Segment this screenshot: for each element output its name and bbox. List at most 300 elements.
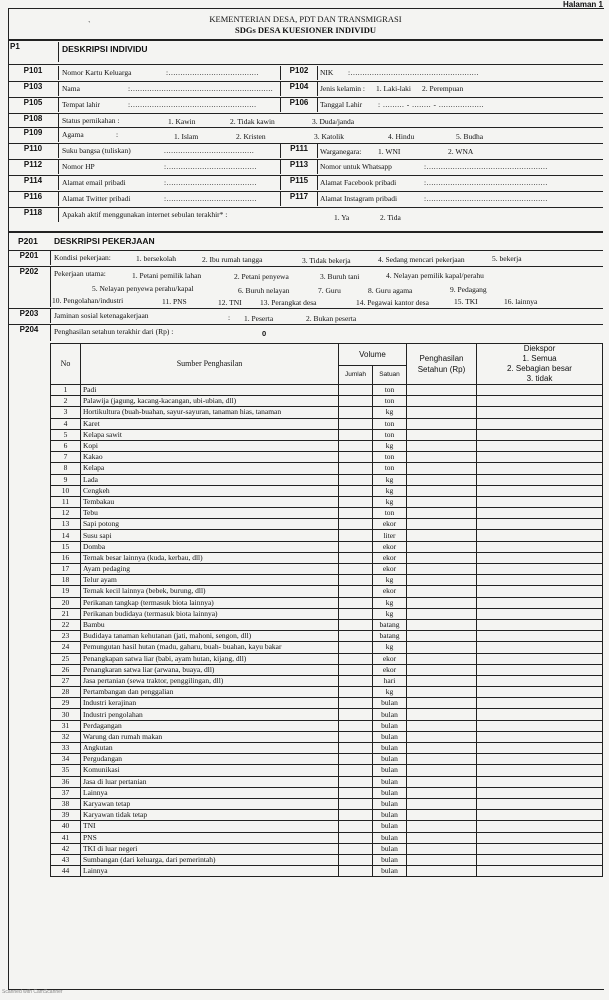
ethnicity-field[interactable]: ...................................... — [164, 146, 255, 155]
row-unit: ton — [373, 418, 407, 429]
row-export-cell[interactable] — [477, 787, 603, 798]
row-number: 23 — [51, 631, 81, 642]
citizenship-option-wna[interactable]: 2. WNA — [448, 147, 474, 156]
work-condition-1[interactable]: 1. bersekolah — [136, 254, 176, 263]
row-export-cell[interactable] — [477, 664, 603, 675]
row-unit: ton — [373, 429, 407, 440]
table-row — [51, 429, 603, 440]
row-number: 27 — [51, 675, 81, 686]
row-unit: kg — [373, 575, 407, 586]
row-income-cell[interactable] — [407, 418, 477, 429]
row-unit: ekor — [373, 552, 407, 563]
row-jumlah-cell[interactable] — [339, 485, 373, 496]
row-income-cell[interactable] — [407, 765, 477, 776]
row-source: Industri kerajinan — [81, 698, 339, 709]
table-row — [51, 541, 603, 552]
row-source: Komunikasi — [81, 765, 339, 776]
row-income-cell[interactable] — [407, 552, 477, 563]
row-income-cell[interactable] — [407, 810, 477, 821]
job-option-15[interactable]: 15. TKI — [454, 297, 478, 306]
row-jumlah-cell[interactable] — [339, 429, 373, 440]
phone-field[interactable]: :...................................... — [164, 162, 257, 171]
row-income-cell[interactable] — [407, 541, 477, 552]
row-income-cell[interactable] — [407, 485, 477, 496]
col-volume: Volume — [339, 344, 407, 366]
birthplace-field[interactable]: :..................................................... — [128, 100, 257, 109]
row-unit: ekor — [373, 653, 407, 664]
table-row — [51, 597, 603, 608]
row-jumlah-cell[interactable] — [339, 776, 373, 787]
row-income-cell[interactable] — [407, 664, 477, 675]
row-jumlah-cell[interactable] — [339, 597, 373, 608]
row-number: 17 — [51, 564, 81, 575]
row-source: TNI — [81, 821, 339, 832]
row-unit: liter — [373, 530, 407, 541]
row-income-cell[interactable] — [407, 597, 477, 608]
row-export-cell[interactable] — [477, 854, 603, 865]
row-income-cell[interactable] — [407, 832, 477, 843]
row-unit: bulan — [373, 821, 407, 832]
row-export-cell[interactable] — [477, 832, 603, 843]
row-export-cell[interactable] — [477, 698, 603, 709]
row-export-cell[interactable] — [477, 798, 603, 809]
row-export-cell[interactable] — [477, 485, 603, 496]
row-p201: P201 Kondisi pekerjaan: 1. bersekolah 2. Ibu rumah tangga 3. Tidak bekerja 4. Sedang mencari pekerjaan 5. bekerja — [8, 251, 603, 265]
row-jumlah-cell[interactable] — [339, 754, 373, 765]
row-p110: P110 Suku bangsa (tuliskan) ...................................... P111 Warganegara: 1. WNI 2. WNA — [8, 144, 603, 158]
row-export-cell[interactable] — [477, 564, 603, 575]
job-option-11[interactable]: 11. PNS — [162, 297, 187, 306]
row-export-cell[interactable] — [477, 608, 603, 619]
row-income-cell[interactable] — [407, 508, 477, 519]
row-export-cell[interactable] — [477, 474, 603, 485]
row-jumlah-cell[interactable] — [339, 765, 373, 776]
row-income-cell[interactable] — [407, 675, 477, 686]
table-row — [51, 452, 603, 463]
row-unit: ekor — [373, 519, 407, 530]
row-jumlah-cell[interactable] — [339, 541, 373, 552]
row-jumlah-cell[interactable] — [339, 787, 373, 798]
row-jumlah-cell[interactable] — [339, 821, 373, 832]
row-export-cell[interactable] — [477, 440, 603, 451]
row-source: Telur ayam — [81, 575, 339, 586]
row-income-cell[interactable] — [407, 631, 477, 642]
table-row — [51, 675, 603, 686]
table-row — [51, 664, 603, 675]
row-income-cell[interactable] — [407, 720, 477, 731]
row-jumlah-cell[interactable] — [339, 407, 373, 418]
row-unit: bulan — [373, 754, 407, 765]
row-number: 32 — [51, 731, 81, 742]
row-export-cell[interactable] — [477, 396, 603, 407]
row-income-cell[interactable] — [407, 854, 477, 865]
row-jumlah-cell[interactable] — [339, 854, 373, 865]
row-income-cell[interactable] — [407, 463, 477, 474]
row-jumlah-cell[interactable] — [339, 508, 373, 519]
row-source: Kelapa — [81, 463, 339, 474]
work-condition-3[interactable]: 3. Tidak bekerja — [302, 256, 351, 265]
row-income-cell[interactable] — [407, 530, 477, 541]
row-unit: batang — [373, 619, 407, 630]
row-unit: kg — [373, 485, 407, 496]
row-source: Kopi — [81, 440, 339, 451]
religion-option-4[interactable]: 4. Hindu — [388, 132, 415, 141]
row-income-cell[interactable] — [407, 407, 477, 418]
row-number: 24 — [51, 642, 81, 653]
row-number: 28 — [51, 687, 81, 698]
row-jumlah-cell[interactable] — [339, 810, 373, 821]
row-unit: bulan — [373, 832, 407, 843]
row-income-cell[interactable] — [407, 642, 477, 653]
row-income-cell[interactable] — [407, 698, 477, 709]
internet-option-no[interactable]: 2. Tida — [380, 213, 401, 222]
row-income-cell[interactable] — [407, 608, 477, 619]
job-option-7[interactable]: 7. Guru — [318, 286, 341, 295]
row-income-cell[interactable] — [407, 653, 477, 664]
row-jumlah-cell[interactable] — [339, 474, 373, 485]
income-value[interactable]: 0 — [262, 329, 267, 338]
row-income-cell[interactable] — [407, 776, 477, 787]
birthdate-field[interactable]: : ......... - ........ - ................... — [378, 100, 484, 109]
job-option-5[interactable]: 5. Nelayan penyewa perahu/kapal — [92, 284, 194, 293]
job-option-1[interactable]: 1. Petani pemilik lahan — [132, 271, 202, 280]
row-jumlah-cell[interactable] — [339, 396, 373, 407]
row-income-cell[interactable] — [407, 519, 477, 530]
marital-option-2[interactable]: 2. Tidak kawin — [230, 117, 275, 126]
row-unit: ekor — [373, 564, 407, 575]
row-income-cell[interactable] — [407, 452, 477, 463]
row-jumlah-cell[interactable] — [339, 496, 373, 507]
row-export-cell[interactable] — [477, 452, 603, 463]
row-source: Hortikultura (buah-buahan, sayur-sayuran, tanaman hias, tanaman — [81, 407, 339, 418]
religion-option-2[interactable]: 2. Kristen — [236, 132, 266, 141]
row-unit: kg — [373, 687, 407, 698]
table-row — [51, 586, 603, 597]
table-row — [51, 642, 603, 653]
row-jumlah-cell[interactable] — [339, 631, 373, 642]
row-income-cell[interactable] — [407, 731, 477, 742]
row-source: Kelapa sawit — [81, 429, 339, 440]
row-jumlah-cell[interactable] — [339, 832, 373, 843]
row-jumlah-cell[interactable] — [339, 608, 373, 619]
row-source: Bambu — [81, 619, 339, 630]
table-row — [51, 418, 603, 429]
row-p118: P118 Apakah aktif menggunakan internet sebulan terakhir* : 1. Ya 2. Tida — [8, 208, 603, 222]
row-export-cell[interactable] — [477, 866, 603, 877]
row-number: 13 — [51, 519, 81, 530]
job-option-16[interactable]: 16. lainnya — [504, 297, 538, 306]
col-diekspor: Diekspor — [523, 344, 556, 353]
row-export-cell[interactable] — [477, 709, 603, 720]
row-unit: bulan — [373, 776, 407, 787]
job-option-13[interactable]: 13. Perangkat desa — [260, 298, 317, 307]
row-income-cell[interactable] — [407, 787, 477, 798]
row-income-cell[interactable] — [407, 496, 477, 507]
row-unit: batang — [373, 631, 407, 642]
facebook-field[interactable]: :................................................... — [424, 178, 548, 187]
row-export-cell[interactable] — [477, 508, 603, 519]
row-export-cell[interactable] — [477, 810, 603, 821]
row-source: Lada — [81, 474, 339, 485]
row-export-cell[interactable] — [477, 631, 603, 642]
row-income-cell[interactable] — [407, 396, 477, 407]
row-source: Karyawan tetap — [81, 798, 339, 809]
job-option-9[interactable]: 9. Pedagang — [450, 285, 487, 294]
marital-option-3[interactable]: 3. Duda/janda — [312, 117, 355, 126]
work-condition-4[interactable]: 4. Sedang mencari pekerjaan — [378, 255, 465, 264]
row-export-cell[interactable] — [477, 720, 603, 731]
row-unit: ton — [373, 452, 407, 463]
row-income-cell[interactable] — [407, 586, 477, 597]
row-jumlah-cell[interactable] — [339, 653, 373, 664]
row-source: Penangkaran satwa liar (arwana, buaya, dll) — [81, 664, 339, 675]
instagram-field[interactable]: :................................................... — [424, 194, 548, 203]
row-number: 14 — [51, 530, 81, 541]
job-option-8[interactable]: 8. Guru agama — [368, 286, 413, 295]
row-export-cell[interactable] — [477, 754, 603, 765]
row-income-cell[interactable] — [407, 687, 477, 698]
row-number: 41 — [51, 832, 81, 843]
row-p109: P109 Agama : 1. Islam 2. Kristen 3. Katolik 4. Hindu 5. Budha — [8, 128, 603, 142]
col-jumlah: Jumlah — [339, 366, 373, 385]
row-export-cell[interactable] — [477, 519, 603, 530]
row-income-cell[interactable] — [407, 564, 477, 575]
kk-number-field[interactable]: :...................................... — [166, 68, 259, 77]
table-row — [51, 474, 603, 485]
row-source: Budidaya tanaman kehutanan (jati, mahoni, sengon, dll) — [81, 631, 339, 642]
row-jumlah-cell[interactable] — [339, 463, 373, 474]
row-income-cell[interactable] — [407, 754, 477, 765]
row-unit: kg — [373, 440, 407, 451]
internet-option-yes[interactable]: 1. Ya — [334, 213, 350, 222]
religion-option-1[interactable]: 1. Islam — [174, 132, 199, 141]
row-unit: ton — [373, 385, 407, 396]
row-export-cell[interactable] — [477, 821, 603, 832]
row-number: 44 — [51, 866, 81, 877]
row-unit: hari — [373, 675, 407, 686]
row-export-cell[interactable] — [477, 552, 603, 563]
row-unit: bulan — [373, 866, 407, 877]
row-export-cell[interactable] — [477, 407, 603, 418]
row-income-cell[interactable] — [407, 866, 477, 877]
gender-option-female[interactable]: 2. Perempuan — [422, 84, 464, 93]
row-p202: P202 Pekerjaan utama: 1. Petani pemilik lahan 2. Petani penyewa 3. Buruh tani 4. Nelayan pemilik kapal/perahu 5. Nelayan penyewa perahu/kapal 6. Buruh nelayan 7. Guru 8. Guru agama 9. Pedagang 10. Pengolahan/industri 11. PNS 12. TNI 13. Perangkat desa 14. Pegawai kantor desa 15. TKI 16. lainnya — [8, 267, 603, 307]
row-jumlah-cell[interactable] — [339, 575, 373, 586]
row-income-cell[interactable] — [407, 575, 477, 586]
col-no: No — [51, 344, 81, 385]
col-sumber: Sumber Penghasilan — [81, 344, 339, 385]
work-condition-2[interactable]: 2. Ibu rumah tangga — [202, 255, 263, 264]
table-row — [51, 754, 603, 765]
row-jumlah-cell[interactable] — [339, 586, 373, 597]
row-export-cell[interactable] — [477, 541, 603, 552]
name-field[interactable]: :............................................................ — [128, 84, 274, 93]
row-unit: bulan — [373, 698, 407, 709]
row-p112: P112 Nomor HP :...................................... P113 Nomor untuk Whatsapp :................................................... — [8, 160, 603, 174]
row-number: 22 — [51, 619, 81, 630]
twitter-field[interactable]: :...................................... — [164, 194, 257, 203]
row-jumlah-cell[interactable] — [339, 642, 373, 653]
row-jumlah-cell[interactable] — [339, 664, 373, 675]
row-source: Karet — [81, 418, 339, 429]
row-p101: P101 Nomor Kartu Keluarga :...................................... P102 NIK :...................................................... — [8, 66, 603, 80]
row-income-cell[interactable] — [407, 821, 477, 832]
table-row — [51, 608, 603, 619]
row-unit: bulan — [373, 709, 407, 720]
row-export-cell[interactable] — [477, 675, 603, 686]
row-export-cell[interactable] — [477, 765, 603, 776]
table-row — [51, 843, 603, 854]
row-unit: ekor — [373, 586, 407, 597]
row-export-cell[interactable] — [477, 597, 603, 608]
row-number: 20 — [51, 597, 81, 608]
row-source: Perikanan budidaya (termasuk biota lainnya) — [81, 608, 339, 619]
row-income-cell[interactable] — [407, 743, 477, 754]
row-source: Cengkeh — [81, 485, 339, 496]
row-unit: ekor — [373, 541, 407, 552]
table-row — [51, 787, 603, 798]
table-row — [51, 440, 603, 451]
table-row — [51, 776, 603, 787]
table-row — [51, 832, 603, 843]
job-option-3[interactable]: 3. Buruh tani — [320, 272, 360, 281]
row-source: Padi — [81, 385, 339, 396]
row-export-cell[interactable] — [477, 429, 603, 440]
row-source: Ternak besar lainnya (kuda, kerbau, dll) — [81, 552, 339, 563]
row-unit: bulan — [373, 743, 407, 754]
row-export-cell[interactable] — [477, 463, 603, 474]
row-jumlah-cell[interactable] — [339, 743, 373, 754]
religion-option-3[interactable]: 3. Katolik — [314, 132, 344, 141]
row-export-cell[interactable] — [477, 687, 603, 698]
row-income-cell[interactable] — [407, 843, 477, 854]
row-source: Jasa pertanian (sewa traktor, penggilingan, dll) — [81, 675, 339, 686]
row-export-cell[interactable] — [477, 385, 603, 396]
row-jumlah-cell[interactable] — [339, 452, 373, 463]
row-source: Pemungutan hasil hutan (madu, gaharu, buah- buahan, kayu bakar — [81, 642, 339, 653]
row-export-cell[interactable] — [477, 653, 603, 664]
row-income-cell[interactable] — [407, 474, 477, 485]
row-export-cell[interactable] — [477, 843, 603, 854]
row-source: Karyawan tidak tetap — [81, 810, 339, 821]
row-export-cell[interactable] — [477, 530, 603, 541]
row-export-cell[interactable] — [477, 619, 603, 630]
religion-option-5[interactable]: 5. Budha — [456, 132, 484, 141]
row-export-cell[interactable] — [477, 418, 603, 429]
job-option-10[interactable]: 10. Pengolahan/industri — [52, 296, 124, 305]
social-security-option-1[interactable]: 1. Peserta — [244, 314, 274, 323]
row-export-cell[interactable] — [477, 496, 603, 507]
row-income-cell[interactable] — [407, 619, 477, 630]
row-income-cell[interactable] — [407, 709, 477, 720]
table-row — [51, 552, 603, 563]
row-jumlah-cell[interactable] — [339, 687, 373, 698]
row-jumlah-cell[interactable] — [339, 385, 373, 396]
work-condition-5[interactable]: 5. bekerja — [492, 254, 522, 263]
row-source: Perikanan tangkap (termasuk biota lainnya) — [81, 597, 339, 608]
row-jumlah-cell[interactable] — [339, 530, 373, 541]
row-jumlah-cell[interactable] — [339, 698, 373, 709]
row-jumlah-cell[interactable] — [339, 866, 373, 877]
row-jumlah-cell[interactable] — [339, 552, 373, 563]
table-row — [51, 463, 603, 474]
table-row — [51, 698, 603, 709]
row-income-cell[interactable] — [407, 440, 477, 451]
row-source: Kakao — [81, 452, 339, 463]
row-unit: bulan — [373, 843, 407, 854]
row-jumlah-cell[interactable] — [339, 709, 373, 720]
table-row — [51, 720, 603, 731]
row-jumlah-cell[interactable] — [339, 675, 373, 686]
marital-option-1[interactable]: 1. Kawin — [168, 117, 196, 126]
row-number: 42 — [51, 843, 81, 854]
row-jumlah-cell[interactable] — [339, 720, 373, 731]
row-jumlah-cell[interactable] — [339, 519, 373, 530]
job-option-14[interactable]: 14. Pegawai kantor desa — [356, 298, 429, 307]
row-number: 3 — [51, 407, 81, 418]
table-row — [51, 709, 603, 720]
citizenship-option-wni[interactable]: 1. WNI — [378, 147, 401, 156]
row-jumlah-cell[interactable] — [339, 564, 373, 575]
row-jumlah-cell[interactable] — [339, 440, 373, 451]
row-number: 26 — [51, 664, 81, 675]
job-option-4[interactable]: 4. Nelayan pemilik kapal/perahu — [386, 271, 484, 280]
row-jumlah-cell[interactable] — [339, 798, 373, 809]
row-p108: P108 Status pernikahan : 1. Kawin 2. Tidak kawin 3. Duda/janda — [8, 114, 603, 127]
job-option-6[interactable]: 6. Buruh nelayan — [238, 286, 290, 295]
whatsapp-field[interactable]: :................................................... — [424, 162, 548, 171]
job-option-2[interactable]: 2. Petani penyewa — [234, 272, 289, 281]
col-satuan: Satuan — [373, 366, 407, 385]
row-jumlah-cell[interactable] — [339, 619, 373, 630]
row-number: 29 — [51, 698, 81, 709]
social-security-option-2[interactable]: 2. Bukan peserta — [306, 314, 357, 323]
col-penghasilan: Penghasilan Setahun (Rp) — [407, 344, 477, 385]
row-jumlah-cell[interactable] — [339, 843, 373, 854]
row-p203: P203 Jaminan sosial ketenagakerjaan : 1. Peserta 2. Bukan peserta — [8, 309, 603, 323]
job-option-12[interactable]: 12. TNI — [218, 298, 242, 307]
row-income-cell[interactable] — [407, 429, 477, 440]
row-export-cell[interactable] — [477, 575, 603, 586]
row-number: 33 — [51, 743, 81, 754]
row-export-cell[interactable] — [477, 586, 603, 597]
row-income-cell[interactable] — [407, 385, 477, 396]
email-field[interactable]: :...................................... — [164, 178, 257, 187]
row-export-cell[interactable] — [477, 776, 603, 787]
header-ministry: KEMENTERIAN DESA, PDT DAN TRANSMIGRASI — [209, 14, 402, 24]
row-source: Palawija (jagung, kacang-kacangan, ubi-ubian, dll) — [81, 396, 339, 407]
nik-field[interactable]: :...................................................... — [348, 68, 479, 77]
row-number: 31 — [51, 720, 81, 731]
row-source: Tebu — [81, 508, 339, 519]
row-unit: bulan — [373, 854, 407, 865]
row-p204: P204 Penghasilan setahun terakhir dari (Rp) : 0 — [8, 325, 603, 341]
row-number: 37 — [51, 787, 81, 798]
table-row — [51, 821, 603, 832]
row-export-cell[interactable] — [477, 743, 603, 754]
row-number: 6 — [51, 440, 81, 451]
row-number: 43 — [51, 854, 81, 865]
row-jumlah-cell[interactable] — [339, 418, 373, 429]
row-number: 16 — [51, 552, 81, 563]
row-number: 2 — [51, 396, 81, 407]
row-export-cell[interactable] — [477, 731, 603, 742]
row-jumlah-cell[interactable] — [339, 731, 373, 742]
gender-option-male[interactable]: 1. Laki-laki — [376, 84, 411, 93]
row-source: Domba — [81, 541, 339, 552]
row-income-cell[interactable] — [407, 798, 477, 809]
row-export-cell[interactable] — [477, 642, 603, 653]
